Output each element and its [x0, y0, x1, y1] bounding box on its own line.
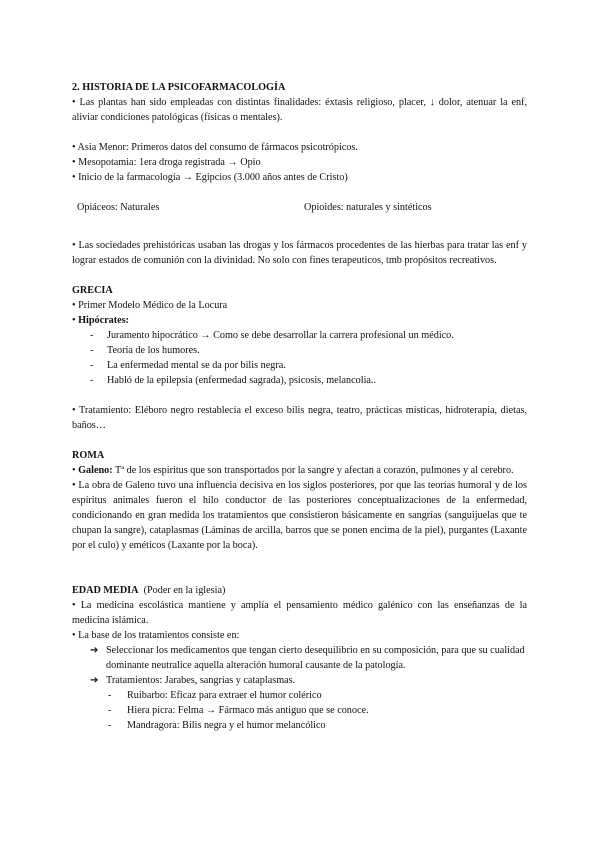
- opiaceos-label: Opiáceos: Naturales: [77, 202, 160, 213]
- arrow-icon: ➔: [90, 645, 99, 656]
- tratamientos-base-line: • La base de los tratamientos consiste en:: [72, 630, 240, 641]
- grecia-heading: GRECIA: [72, 285, 113, 296]
- escolastica-paragraph: • La medicina escolástica mantiene y amplía el pensamiento médico galénico con las enseñanzas de la medicina islámica.: [72, 600, 527, 626]
- arrow-icon: ➔: [90, 675, 99, 686]
- opiaceos-opioides-row: [72, 200, 527, 215]
- prehistoric-paragraph: • Las sociedades prehistóricas usaban las drogas y los fármacos procedentes de las hierbas para tratar las enf y lograr estados de comunión con la divinidad. No solo con fines terapeuticos, tmb propósitos recreativos.: [72, 240, 527, 266]
- grecia-treatment: • Tratamiento: Eléboro negro restablecía el exceso bilis negra, teatro, prácticas místicas, hidroterapia, dietas, baños…: [72, 405, 527, 431]
- document-title: 2. HISTORIA DE LA PSICOFARMACOLOGÍA: [72, 82, 286, 93]
- edad-media-heading: EDAD MEDIA: [72, 585, 139, 596]
- list-item: - Juramento hipocrático → Como se debe desarrollar la carrera profesional un médico.: [72, 328, 527, 343]
- arrow-list: [72, 643, 527, 688]
- list-item: - La enfermedad mental se da por bilis negra.: [72, 358, 527, 373]
- galeno-paragraph: • Galeno: Tª de los espíritus que son transportados por la sangre y afectan a corazón, pulmones y al cerebro.: [72, 465, 514, 476]
- opioides-label: Opioides: naturales y sintéticos: [304, 202, 432, 213]
- intro-bullet-egipto: • Inicio de la farmacología → Egipcios (3.000 años antes de Cristo): [72, 172, 348, 183]
- edad-media-heading-line: [72, 583, 527, 598]
- galeno-label: Galeno:: [78, 465, 113, 476]
- tratamientos-sublist: [72, 688, 527, 733]
- list-item: - Ruibarbo: Eficaz para extraer el humor colérico: [72, 688, 527, 703]
- grecia-line-modelo: • Primer Modelo Médico de la Locura: [72, 300, 228, 311]
- document-page: [72, 80, 527, 733]
- list-item: - Habló de la epilepsia (enfermedad sagrada), psicosis, melancolia..: [72, 373, 527, 388]
- list-item: ➔ Tratamientos: Jarabes, sangrías y cataplasmas.: [90, 675, 296, 686]
- list-item: - Hiera picra: Felma → Fármaco más antiguo que se conoce.: [72, 703, 527, 718]
- intro-paragraph: • Las plantas han sido empleadas con distintas finalidades: éxtasis religioso, placer, ↓ dolor, atenuar la enf, aliviar condiciones patológicas (físicas o mentales).: [72, 97, 527, 123]
- list-item: - Mandragora: Bilis negra y el humor melancólico: [72, 718, 527, 733]
- list-item: - Teoría de los humores.: [72, 343, 527, 358]
- list-item: ➔ Seleccionar los medicamentos que tengan cierto desequilibrio en su composición, para que su cualidad dominante neutralice aquella alteración humoral causante de la patología.: [90, 645, 525, 671]
- hipocrates-list: [72, 328, 527, 388]
- intro-bullet-asia: • Asia Menor: Primeros datos del consumo de fármacos psicotrópicos.: [72, 142, 358, 153]
- intro-bullet-mesopotamia: • Mesopotamia: 1era droga registrada → Opio: [72, 157, 261, 168]
- roma-heading: ROMA: [72, 450, 105, 461]
- hipocrates-line: • Hipócrates:: [72, 315, 130, 326]
- edad-media-note: (Poder en la iglesia): [143, 585, 226, 596]
- galeno-influence-paragraph: • La obra de Galeno tuvo una influencia decisiva en los siglos posteriores, por que las teorías humoral y de los espíritus animales fueron el hilo conductor de las posteriores conceptualizaciones de la enfermedad, condicionando en gran medida los tratamientos que consistieron básicamente en sangrías (sanguijuelas que te chupan la sangre), cataplasmas (Láminas de arcilla, barros que se ponen encima de la piel), purgantes (Laxante por el culo) y eméticos (Laxante por la boca).: [72, 480, 527, 551]
- hipocrates-label: Hipócrates:: [78, 315, 130, 326]
